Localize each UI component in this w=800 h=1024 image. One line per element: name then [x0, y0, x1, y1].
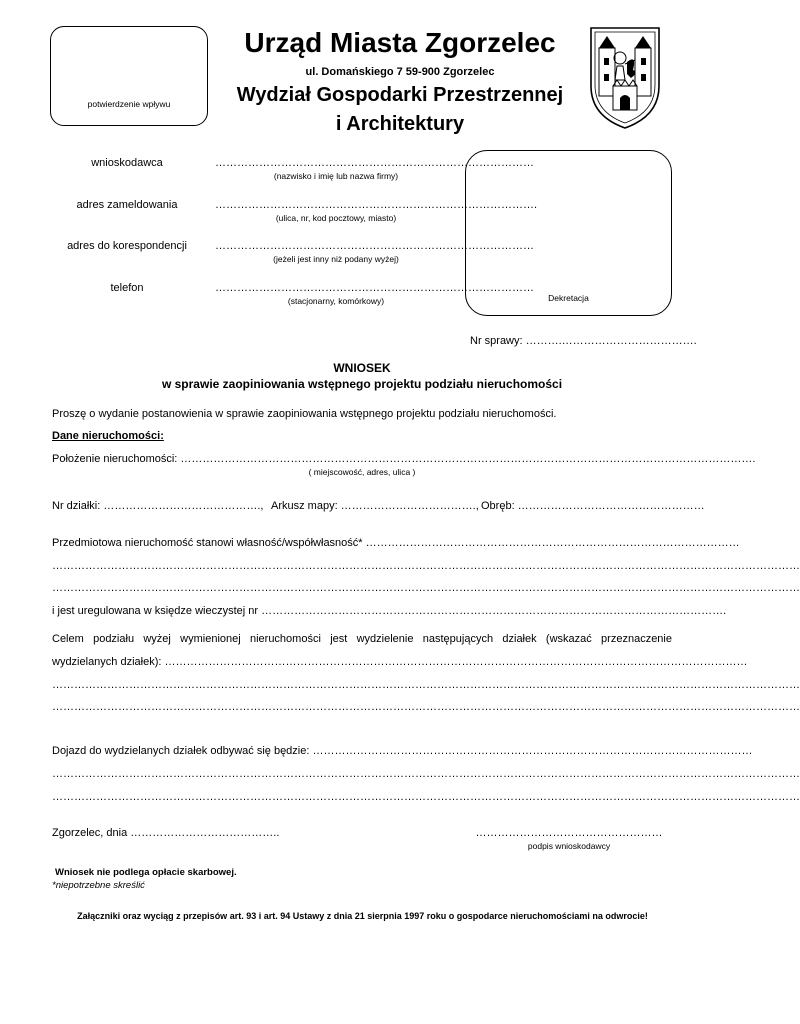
division-purpose-continuation-2[interactable]: …………………………………………………………………………………………………………………………………………………………………………………… [52, 701, 800, 713]
property-location-hint: ( miejscowość, adres, ulica ) [308, 467, 416, 477]
plot-number-field[interactable]: Nr działki: ……………………………………., [52, 500, 264, 512]
coat-of-arms-icon [587, 24, 663, 130]
phone-hint: (stacjonarny, komórkowy) [287, 296, 385, 306]
stamp-box-label: potwierdzenie wpływu [87, 99, 171, 109]
office-address: ul. Domańskiego 7 59-900 Zgorzelec [305, 66, 495, 78]
correspondence-address-label: adres do korespondencji [67, 240, 187, 252]
applicant-hint: (nazwisko i imię lub nazwa firmy) [273, 171, 399, 181]
form-subtitle: w sprawie zaopiniowania wstępnego projektu podziału nieruchomości [161, 377, 563, 391]
request-text: Proszę o wydanie postanowienia w sprawie zaopiniowania wstępnego projektu podziału nieruchomości. [52, 408, 557, 420]
decree-box [465, 150, 672, 316]
access-continuation-1[interactable]: …………………………………………………………………………………………………………………………………………………………………………………… [52, 768, 800, 780]
signature-label: podpis wnioskodawcy [527, 841, 611, 851]
form-title: WNIOSEK [333, 361, 391, 375]
access-continuation-2[interactable]: …………………………………………………………………………………………………………………………………………………………………………………… [52, 791, 800, 803]
correspondence-address-input[interactable]: …………………………………………………………………………… [215, 240, 534, 252]
applicant-label: wnioskodawca [91, 157, 163, 169]
ownership-continuation-2[interactable]: …………………………………………………………………………………………………………………………………………………………………………………… [52, 582, 800, 594]
signature-field[interactable]: …………………………………………… [475, 827, 663, 839]
applicant-input[interactable]: …………………………………………………………………………… [215, 157, 534, 169]
office-title: Urząd Miasta Zgorzelec [244, 27, 556, 58]
division-purpose-field[interactable]: wydzielanych działek): …………………………………………………………………………………………………………………………………………… [52, 656, 748, 668]
property-location[interactable]: Położenie nieruchomości: …………………………………………………………………………………………………………………………………………. [52, 453, 756, 465]
phone-input[interactable]: …………………………………………………………………………… [215, 282, 534, 294]
attachments-note: Załączniki oraz wyciąg z przepisów art. 93 i art. 94 Ustawy z dnia 21 sierpnia 1997 roku o gospodarce nieruchomościami na odwrocie! [77, 911, 648, 921]
correspondence-address-hint: (jeżeli jest inny niż podany wyżej) [273, 254, 399, 264]
fee-note: Wniosek nie podlega opłacie skarbowej. [55, 867, 237, 878]
land-register-field[interactable]: i jest uregulowana w księdze wieczystej nr ………………………………………………………………………………………………………………. [52, 605, 727, 617]
decree-box-label: Dekretacja [548, 293, 589, 303]
registered-address-hint: (ulica, nr, kod pocztowy, miasto) [275, 213, 397, 223]
registered-address-label: adres zameldowania [76, 199, 178, 211]
division-purpose-continuation-1[interactable]: …………………………………………………………………………………………………………………………………………………………………………………… [52, 679, 800, 691]
precinct-field[interactable]: Obręb: …………………………………………… [481, 500, 705, 512]
department-line2: i Architektury [335, 113, 465, 135]
strike-note: *niepotrzebne skreślić [52, 880, 145, 891]
division-purpose-text: Celem podziału wyżej wymienionej nieruchomości jest wydzielenie następujących działek (wskazać przeznaczenie [52, 633, 672, 645]
place-date-field[interactable]: Zgorzelec, dnia ………………………………….. [52, 827, 280, 839]
department-line1: Wydział Gospodarki Przestrzennej [236, 84, 564, 106]
ownership-continuation-1[interactable]: …………………………………………………………………………………………………………………………………………………………………………………… [52, 560, 800, 572]
phone-label: telefon [110, 282, 144, 294]
ownership-field[interactable]: Przedmiotowa nieruchomość stanowi własność/współwłasność* ………………………………………………………………………………………… [52, 537, 740, 549]
access-field[interactable]: Dojazd do wydzielanych działek odbywać się będzie: ………………………………………………………………………………………………………… [52, 745, 753, 757]
stamp-box [50, 26, 208, 126]
property-heading: Dane nieruchomości: [52, 430, 164, 442]
map-sheet-field[interactable]: Arkusz mapy: ………………………………., [271, 500, 479, 512]
registered-address-input[interactable]: ……………………………………………………………………………. [215, 199, 538, 211]
case-number[interactable]: Nr sprawy: ……….………………………………. [470, 335, 697, 347]
